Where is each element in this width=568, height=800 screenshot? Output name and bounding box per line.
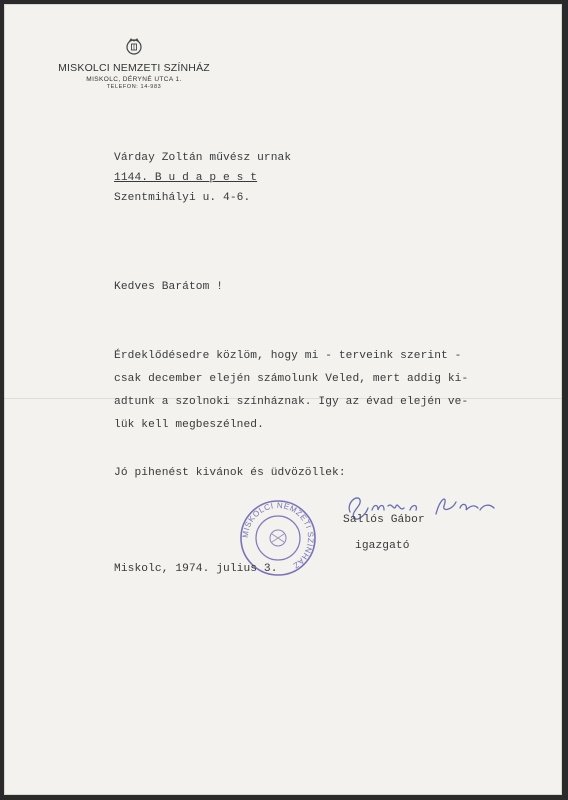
recipient-name: Várday Zoltán művész urnak bbox=[114, 152, 292, 164]
body-line: csak december elején számolunk Veled, mert addig ki- bbox=[114, 373, 469, 385]
letter-page bbox=[4, 4, 562, 795]
body-line: adtunk a szolnoki színháznak. Igy az évad elején ve- bbox=[114, 396, 469, 408]
theatre-phone: TELEFON: 14-983 bbox=[106, 84, 162, 90]
crest-icon bbox=[123, 36, 145, 56]
theatre-name: MISKOLCI NEMZETI SZÍNHÁZ bbox=[58, 62, 210, 74]
body-line: lük kell megbeszélned. bbox=[114, 419, 264, 431]
stamp-text: MISKOLCI NEMZETI SZÍNHÁZ bbox=[240, 500, 316, 571]
closing: Jó pihenést kivánok és üdvözöllek: bbox=[114, 467, 346, 479]
signer-title: igazgató bbox=[355, 540, 410, 552]
letter-date: Miskolc, 1974. julius 3. bbox=[114, 563, 278, 575]
recipient-city: 1144. B u d a p e s t bbox=[114, 172, 258, 184]
recipient-street: Szentmihályi u. 4-6. bbox=[114, 192, 251, 204]
signer-name: Sallós Gábor bbox=[343, 514, 425, 526]
letterhead bbox=[34, 36, 234, 90]
body-line: Érdeklődésedre közlöm, hogy mi - terveink szerint - bbox=[114, 350, 462, 362]
theatre-address: MISKOLC, DÉRYNÉ UTCA 1. bbox=[86, 76, 182, 83]
salutation: Kedves Barátom ! bbox=[114, 281, 224, 293]
